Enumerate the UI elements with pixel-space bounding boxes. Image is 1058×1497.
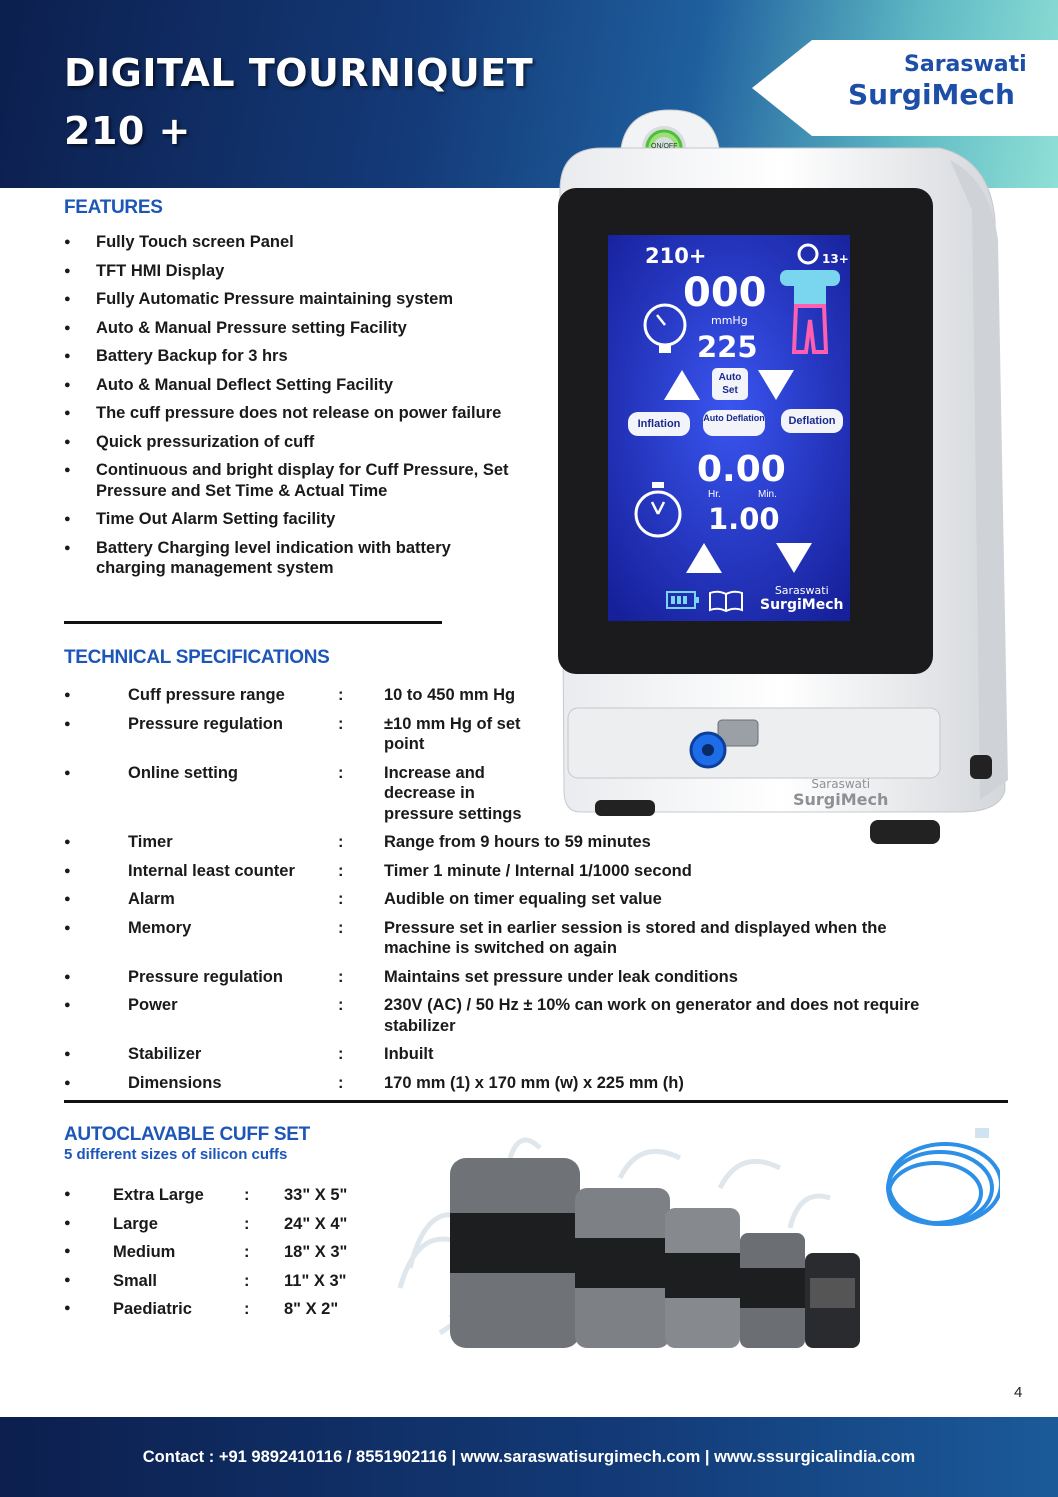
spec-key: Cuff pressure range (128, 686, 285, 704)
spec-row: ● Power : 230V (AC) / 50 Hz ± 10% can work on generator and does not require stabilizer (64, 995, 924, 1036)
screen-unit-label: mmHg (711, 314, 748, 327)
spec-row: ● Pressure regulation : ±10 mm Hg of set point (64, 714, 544, 755)
cuff-row: ● Medium : 18" X 3" (64, 1243, 348, 1261)
spec-row: ● Internal least counter : Timer 1 minute / Internal 1/1000 second (64, 861, 924, 882)
screen-pressure-value: 000 (683, 270, 767, 316)
auto-deflation-button[interactable]: Auto Deflation (703, 410, 765, 436)
feature-item: ● Quick pressurization of cuff (64, 432, 524, 453)
body-logo-line-1: Saraswati (811, 777, 871, 791)
spec-key: Pressure regulation (128, 967, 283, 986)
feature-item: ● Continuous and bright display for Cuff Pressure, Set Pressure and Set Time & Actual Time (64, 460, 524, 501)
spec-value: 10 to 450 mm Hg (384, 686, 516, 704)
spec-value: Timer 1 minute / Internal 1/1000 second (384, 861, 692, 880)
features-heading: FEATURES (64, 197, 163, 218)
cuff-size-name: Medium (113, 1243, 176, 1261)
logo-line-2: SurgiMech (848, 78, 1015, 111)
spec-value: Audible on timer equaling set value (384, 890, 662, 908)
cuff-row: ● Small : 11" X 3" (64, 1271, 347, 1290)
feature-item: ● TFT HMI Display (64, 261, 524, 282)
feature-item: ● Battery Backup for 3 hrs (64, 346, 524, 367)
spec-value: 230V (AC) / 50 Hz ± 10% can work on generator and does not require stabilizer (384, 996, 920, 1035)
spec-key: Online setting (128, 763, 239, 782)
cuffs-heading: AUTOCLAVABLE CUFF SET (64, 1124, 310, 1145)
spec-value: Range from 9 hours to 59 minutes (384, 833, 651, 851)
spec-row: ● Stabilizer : Inbuilt (64, 1044, 924, 1065)
feature-item: ● The cuff pressure does not release on power failure (64, 403, 524, 424)
spec-value: Maintains set pressure under leak conditions (384, 967, 738, 986)
footer-bar (0, 1417, 1058, 1497)
spec-row: ● Pressure regulation : Maintains set pressure under leak conditions (64, 967, 924, 988)
spec-key: Power (128, 996, 178, 1014)
spec-value: Pressure set in earlier session is stored and displayed when the machine is switched on again (384, 918, 887, 957)
screen-min-label: Min. (758, 489, 777, 500)
pressure-down-button[interactable] (758, 370, 794, 400)
manual-book-icon[interactable] (708, 590, 744, 612)
spec-key: Memory (128, 918, 192, 937)
time-up-button[interactable] (686, 543, 722, 573)
specs-heading: TECHNICAL SPECIFICATIONS (64, 647, 330, 668)
cuff-set-image (390, 1118, 1000, 1348)
cuff-row: ● Paediatric : 8" X 2" (64, 1300, 339, 1318)
spec-key: Stabilizer (128, 1045, 202, 1063)
spec-key: Pressure regulation (128, 714, 283, 733)
spec-row: ● Cuff pressure range : 10 to 450 mm Hg (64, 685, 664, 706)
cuff-size-name: Extra Large (113, 1186, 204, 1204)
page-title (64, 44, 533, 160)
logo-line-1: Saraswati (904, 52, 1027, 77)
screen-brand-line-2: SurgiMech (760, 597, 844, 613)
cuffs-subheading: 5 different sizes of silicon cuffs (64, 1146, 288, 1163)
screen-time-set: 1.00 (708, 502, 780, 536)
cuff-size-value: 33" X 5" (284, 1186, 348, 1204)
spec-value: Increase and decrease in pressure settings (384, 763, 522, 823)
spec-row: ● Memory : Pressure set in earlier session is stored and displayed when the machine is switched on again (64, 918, 924, 959)
screen-brand-line-1: Saraswati (774, 584, 829, 597)
body-logo-line-2: SurgiMech (793, 790, 889, 809)
power-button[interactable]: ON/OFF (651, 143, 678, 150)
cuff-size-name: Small (113, 1271, 158, 1290)
screen-model-label: 210+ (645, 244, 707, 268)
spec-value: 170 mm (1) x 170 mm (w) x 225 mm (h) (384, 1073, 684, 1092)
cuff-size-value: 11" X 3" (284, 1271, 347, 1290)
auto-set-button[interactable]: Auto Set (712, 368, 748, 400)
spec-row: ● Online setting : Increase and decrease in pressure settings (64, 763, 540, 825)
cuff-size-name: Large (113, 1214, 158, 1233)
feature-item: ● Auto & Manual Pressure setting Facility (64, 318, 524, 339)
title-line-2: 210 + (64, 109, 191, 153)
inflation-button[interactable]: Inflation (628, 412, 690, 436)
spec-key: Internal least counter (128, 861, 295, 880)
cuff-row: ● Extra Large : 33" X 5" (64, 1186, 348, 1204)
patient-body-icon (778, 240, 848, 358)
feature-item: ● Time Out Alarm Setting facility (64, 509, 524, 530)
feature-item: ● Fully Automatic Pressure maintaining system (64, 289, 524, 310)
screen-set-pressure: 225 (697, 330, 758, 364)
spec-key: Alarm (128, 890, 175, 908)
screen-age-label: 13+ (822, 252, 849, 266)
divider (64, 621, 442, 624)
feature-item: ● Battery Charging level indication with battery charging management system (64, 538, 524, 579)
stopwatch-icon (632, 480, 684, 540)
pressure-gauge-icon (640, 298, 690, 360)
screen-time-actual: 0.00 (697, 449, 786, 490)
cuff-size-value: 18" X 3" (284, 1243, 348, 1261)
title-line-1: DIGITAL TOURNIQUET (64, 51, 534, 95)
feature-item: ● Auto & Manual Deflect Setting Facility (64, 375, 524, 396)
cuff-size-name: Paediatric (113, 1300, 192, 1318)
device-body-logo (793, 776, 888, 808)
features-list (64, 232, 524, 587)
deflation-button[interactable]: Deflation (781, 409, 843, 433)
cuff-size-value: 24" X 4" (284, 1214, 348, 1233)
screen-brand-logo (760, 584, 843, 612)
cuff-row: ● Large : 24" X 4" (64, 1214, 348, 1233)
feature-item: ● Fully Touch screen Panel (64, 232, 524, 253)
battery-icon (666, 590, 700, 610)
spec-value: Inbuilt (384, 1045, 434, 1063)
divider (64, 1100, 1008, 1103)
cuff-size-value: 8" X 2" (284, 1300, 339, 1318)
spec-key: Timer (128, 833, 173, 851)
screen-hr-label: Hr. (708, 489, 721, 500)
pressure-up-button[interactable] (664, 370, 700, 400)
spec-key: Dimensions (128, 1073, 222, 1092)
footer-contact: Contact : +91 9892410116 / 8551902116 | www.saraswatisurgimech.com | www.sssurgicalindia.com (142, 1448, 916, 1466)
time-down-button[interactable] (776, 543, 812, 573)
spec-row: ● Dimensions : 170 mm (1) x 170 mm (w) x 225 mm (h) (64, 1073, 924, 1094)
cuff-size-list (64, 1186, 384, 1329)
spec-row: ● Alarm : Audible on timer equaling set value (64, 889, 924, 910)
spec-value: ±10 mm Hg of set point (384, 714, 521, 753)
spec-row: ● Timer : Range from 9 hours to 59 minutes (64, 832, 924, 853)
page-number: 4 (1014, 1384, 1023, 1401)
